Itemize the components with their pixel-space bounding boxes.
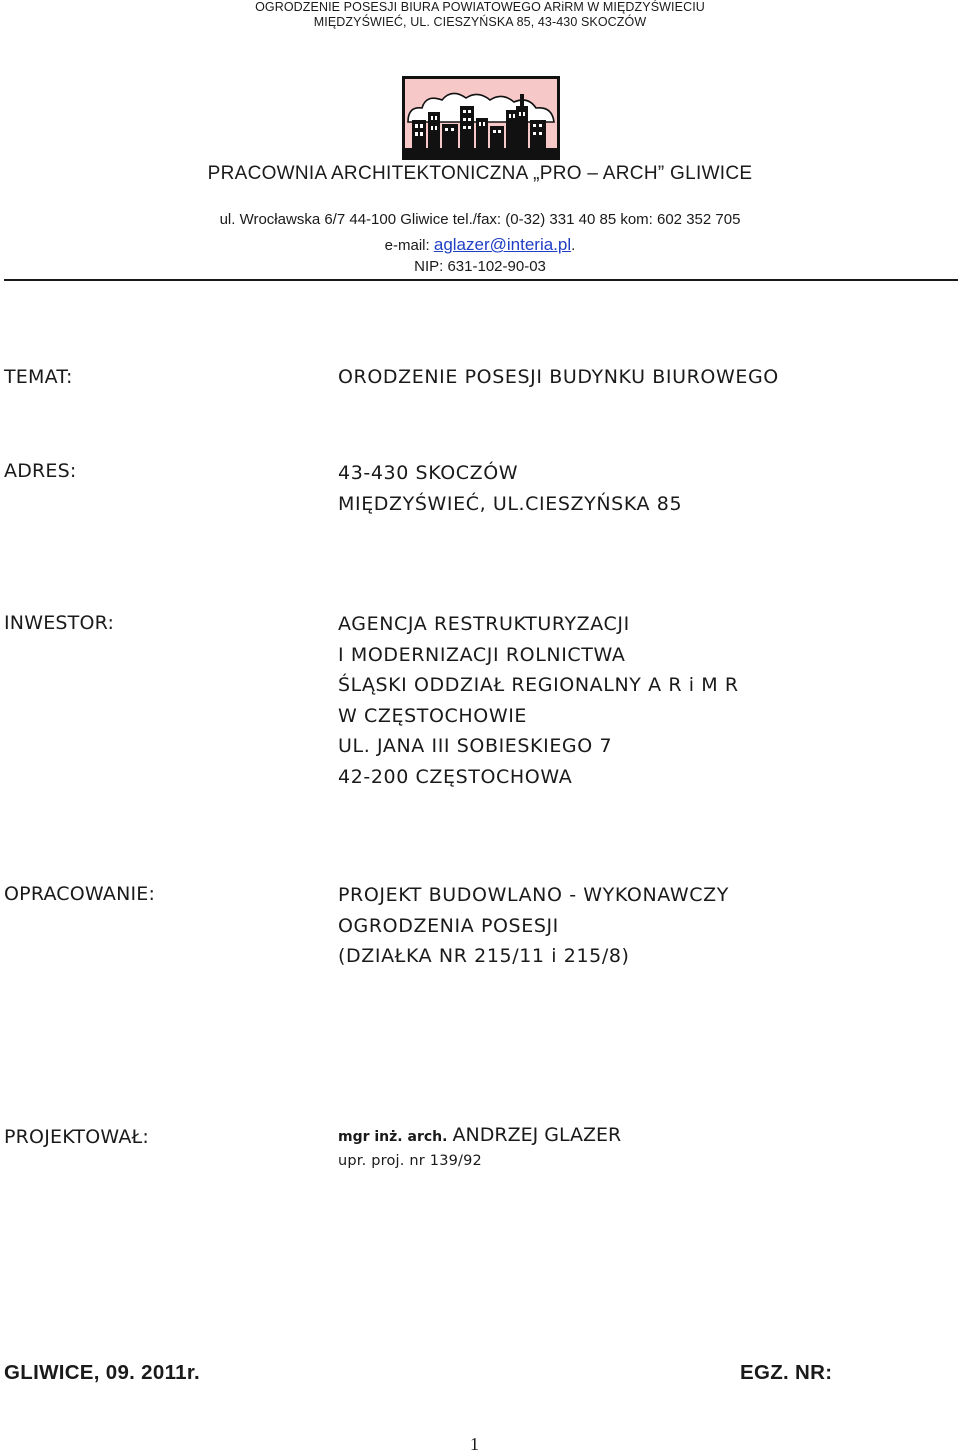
city-skyline-logo-icon — [402, 76, 560, 160]
inwestor-label: INWESTOR: — [4, 612, 115, 634]
inwestor-line: I MODERNIZACJI ROLNICTWA — [338, 643, 626, 666]
adres-line: MIĘDZYŚWIEĆ, UL.CIESZYŃSKA 85 — [338, 492, 683, 515]
email-link[interactable]: aglazer@interia.pl — [433, 235, 572, 254]
adres-line: 43-430 SKOCZÓW — [338, 462, 519, 484]
opracowanie-label: OPRACOWANIE: — [4, 883, 156, 905]
temat-label: TEMAT: — [4, 366, 73, 388]
temat-value — [338, 362, 779, 393]
header-divider — [4, 279, 958, 281]
inwestor-line: ŚLĄSKI ODDZIAŁ REGIONALNY A R i M R — [338, 674, 739, 696]
adres-value — [338, 458, 682, 519]
document-header-line-1: OGRODZENIE POSESJI BIURA POWIATOWEGO ARiRM W MIĘDZYŚWIECIU — [255, 0, 705, 14]
document-header-line-2: MIĘDZYŚWIEĆ, UL. CIESZYŃSKA 85, 43-430 SKOCZÓW — [313, 15, 647, 29]
designer-license: upr. proj. nr 139/92 — [338, 1153, 482, 1169]
designer-name: ANDRZEJ GLAZER — [452, 1124, 622, 1146]
opracowanie-line: (DZIAŁKA NR 215/11 i 215/8) — [338, 945, 630, 967]
firm-address: ul. Wrocławska 6/7 44-100 Gliwice tel./fax: (0-32) 331 40 85 kom: 602 352 705 — [219, 211, 741, 228]
place-date: GLIWICE, 09. 2011r. — [4, 1361, 200, 1384]
opracowanie-value — [338, 880, 729, 972]
firm-name: PRACOWNIA ARCHITEKTONICZNA „PRO – ARCH” GLIWICE — [207, 163, 753, 184]
firm-nip: NIP: 631-102-90-03 — [414, 258, 546, 275]
inwestor-value — [338, 609, 739, 792]
copy-number: EGZ. NR: — [740, 1361, 833, 1384]
firm-email-line — [0, 235, 960, 255]
designer-name-line — [338, 1124, 621, 1146]
temat-line: ORODZENIE POSESJI BUDYNKU BIUROWEGO — [338, 366, 779, 388]
designer-title: mgr inż. arch. — [338, 1129, 448, 1145]
inwestor-line: 42-200 CZĘSTOCHOWA — [338, 765, 573, 788]
email-prefix: e-mail: — [384, 237, 434, 254]
inwestor-line: AGENCJA RESTRUKTURYZACJI — [338, 613, 630, 635]
inwestor-line: UL. JANA III SOBIESKIEGO 7 — [338, 735, 613, 757]
opracowanie-line: OGRODZENIA POSESJI — [338, 914, 559, 937]
page-number: 1 — [470, 1434, 479, 1454]
opracowanie-line: PROJEKT BUDOWLANO - WYKONAWCZY — [338, 884, 729, 906]
email-suffix: . — [571, 237, 576, 254]
adres-label: ADRES: — [4, 460, 77, 482]
inwestor-line: W CZĘSTOCHOWIE — [338, 704, 528, 727]
projektowal-label: PROJEKTOWAŁ: — [4, 1126, 149, 1148]
